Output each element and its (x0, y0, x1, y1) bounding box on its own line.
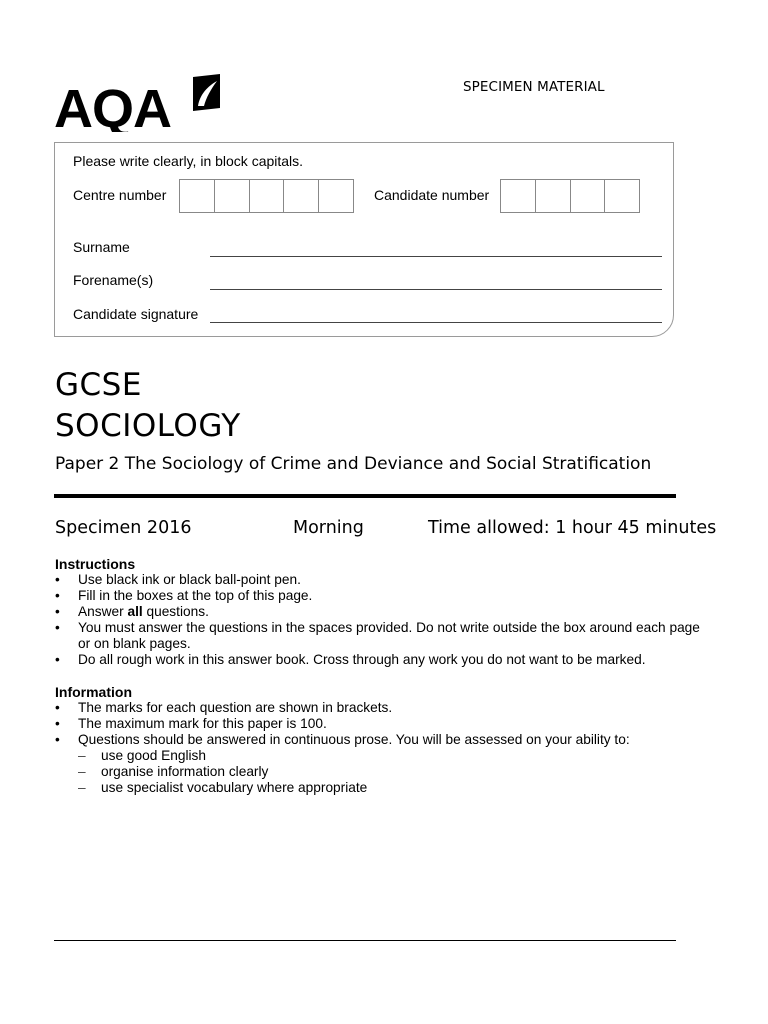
footer-divider (54, 940, 676, 941)
signature-label: Candidate signature (73, 306, 199, 322)
list-item-text: The maximum mark for this paper is 100. (78, 716, 327, 731)
sub-list-item: – use good English (78, 748, 207, 763)
candidate-number-field[interactable] (500, 179, 640, 213)
forename-field[interactable] (210, 289, 662, 290)
list-item-text-end: questions. (142, 604, 209, 619)
information-heading: Information (55, 684, 132, 700)
digit-box[interactable] (214, 180, 249, 212)
svg-text:AQA: AQA (54, 79, 171, 132)
sub-list-item-text: use specialist vocabulary where appropriate (101, 780, 368, 795)
specimen-label: SPECIMEN MATERIAL (463, 79, 605, 95)
list-item-text: Fill in the boxes at the top of this page. (78, 588, 313, 603)
aqa-logo (54, 72, 224, 132)
qualification-title: GCSE (55, 367, 142, 403)
list-item: • Answer all questions. (55, 604, 209, 619)
list-item-text-start: Answer (78, 604, 128, 619)
instructions-heading: Instructions (55, 556, 136, 572)
list-item: • You must answer the questions in the spaces provided. Do not write outside the box around each page or on blank pages. (55, 620, 700, 651)
paper-subtitle: Paper 2 The Sociology of Crime and Deviance and Social Stratification (55, 454, 652, 474)
centre-number-field[interactable] (179, 179, 354, 213)
sub-list-item-text: organise information clearly (101, 764, 269, 779)
forename-label: Forename(s) (73, 272, 154, 288)
sub-list-item: – organise information clearly (78, 764, 269, 779)
digit-box[interactable] (535, 180, 570, 212)
list-item-text: Questions should be answered in continuous prose. You will be assessed on your ability to: (78, 732, 630, 747)
list-item-text: The marks for each question are shown in brackets. (78, 700, 393, 715)
signature-field[interactable] (210, 322, 662, 323)
digit-box[interactable] (318, 180, 353, 212)
candidate-number-label: Candidate number (374, 187, 490, 203)
list-item-text: Use black ink or black ball-point pen. (78, 572, 301, 587)
sub-list-item-text: use good English (101, 748, 207, 763)
instructions-section (55, 556, 705, 668)
exam-session: Morning (293, 518, 364, 538)
digit-box[interactable] (501, 180, 535, 212)
instructions-list (55, 572, 705, 668)
candidate-box-instruction: Please write clearly, in block capitals. (73, 153, 304, 169)
digit-box[interactable] (249, 180, 284, 212)
digit-box[interactable] (180, 180, 214, 212)
digit-box[interactable] (604, 180, 639, 212)
digit-box[interactable] (283, 180, 318, 212)
list-item-emphasis: all (127, 604, 143, 619)
information-section (55, 684, 705, 796)
list-item: • The marks for each question are shown in brackets. (55, 700, 393, 715)
sub-list-item: – use specialist vocabulary where appropriate (78, 780, 368, 795)
information-list (55, 700, 705, 796)
centre-number-label: Centre number (73, 187, 167, 203)
subject-title: SOCIOLOGY (55, 408, 241, 444)
list-item-text: Do all rough work in this answer book. Cross through any work you do not want to be marked. (78, 652, 646, 667)
list-item-text: You must answer the questions in the spaces provided. Do not write outside the box around each page or on blank pages. (78, 620, 700, 651)
list-item: • Do all rough work in this answer book. Cross through any work you do not want to be marked. (55, 652, 646, 667)
surname-label: Surname (73, 239, 130, 255)
time-allowed: Time allowed: 1 hour 45 minutes (428, 518, 717, 538)
title-divider (54, 494, 676, 498)
list-item: • Questions should be answered in continuous prose. You will be assessed on your ability to: (55, 732, 630, 747)
digit-box[interactable] (570, 180, 605, 212)
surname-field[interactable] (210, 256, 662, 257)
list-item: • Use black ink or black ball-point pen. (55, 572, 301, 587)
list-item: • The maximum mark for this paper is 100. (55, 716, 327, 731)
list-item: • Fill in the boxes at the top of this page. (55, 588, 313, 603)
exam-series: Specimen 2016 (55, 518, 192, 538)
